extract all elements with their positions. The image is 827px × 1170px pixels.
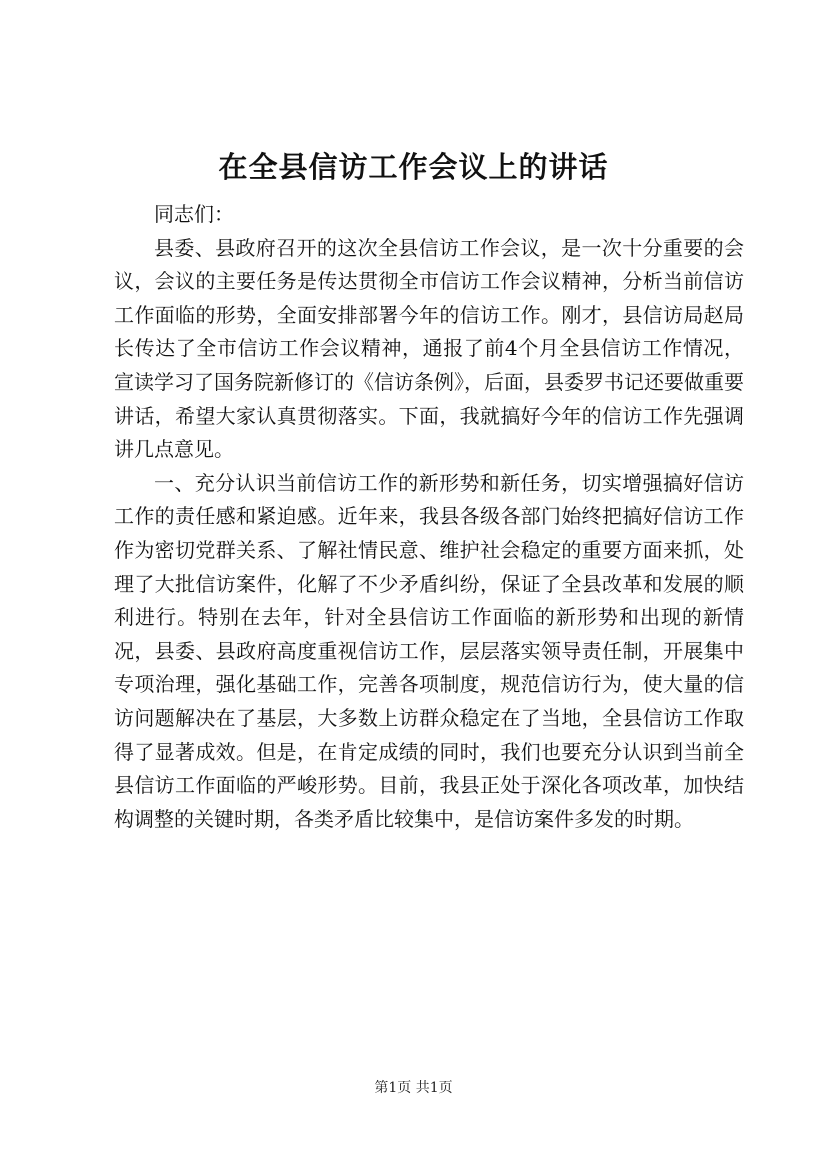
document-body	[114, 198, 744, 836]
document-title: 在全县信访工作会议上的讲话	[218, 150, 609, 184]
salutation-paragraph: 同志们：	[154, 202, 234, 226]
page-number-footer: 第1页 共1页	[374, 1080, 453, 1096]
section-one-paragraph: 一、充分认识当前信访工作的新形势和新任务，切实增强搞好信访工作的责任感和紧迫感。近年来，我县各级各部门始终把搞好信访工作作为密切党群关系、了解社情民意、维护社会稳定的重要方面来抓，处理了大批信访案件，化解了不少矛盾纠纷，保证了全县改革和发展的顺利进行。特别在去年，针对全县信访工作面临的新形势和出现的新情况，县委、县政府高度重视信访工作，层层落实领导责任制，开展集中专项治理，强化基础工作，完善各项制度，规范信访行为，使大量的信访问题解决在了基层，大多数上访群众稳定在了当地，全县信访工作取得了显著成效。但是，在肯定成绩的同时，我们也要充分认识到当前全县信访工作面临的严峻形势。目前，我县正处于深化各项改革，加快结构调整的关键时期，各类矛盾比较集中，是信访案件多发的时期。	[114, 470, 744, 831]
intro-paragraph: 县委、县政府召开的这次全县信访工作会议，是一次十分重要的会议，会议的主要任务是传达贯彻全市信访工作会议精神，分析当前信访工作面临的形势，全面安排部署今年的信访工作。刚才，县信访局赵局长传达了全市信访工作会议精神，通报了前4个月全县信访工作情况，宣读学习了国务院新修订的《信访条例》，后面，县委罗书记还要做重要讲话，希望大家认真贯彻落实。下面，我就搞好今年的信访工作先强调讲几点意见。	[114, 235, 744, 462]
